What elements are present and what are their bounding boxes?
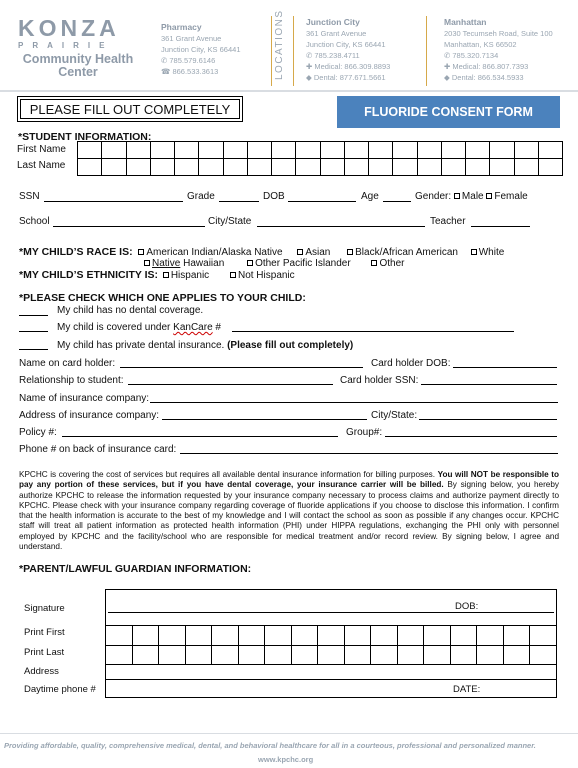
- race-row: [19, 246, 504, 258]
- grid-cell[interactable]: [490, 159, 514, 176]
- grade-label: Grade: [187, 191, 215, 202]
- school-label: School: [19, 216, 50, 227]
- race-white-label: White: [478, 247, 505, 258]
- gender-label: Gender:: [415, 191, 452, 202]
- grid-cell[interactable]: [292, 626, 319, 646]
- grid-cell[interactable]: [393, 159, 417, 176]
- grid-cell[interactable]: [418, 142, 442, 159]
- grid-cell[interactable]: [248, 159, 272, 176]
- grid-cell[interactable]: [318, 646, 345, 666]
- logo-konza: KONZA: [18, 15, 120, 41]
- kancare-number-field[interactable]: [232, 331, 514, 332]
- race-nh-checkbox[interactable]: [144, 260, 150, 266]
- dental-icon: ◆: [306, 73, 312, 82]
- grid-cell[interactable]: [265, 646, 292, 666]
- grid-cell[interactable]: [477, 626, 504, 646]
- grid-cell[interactable]: [186, 646, 213, 666]
- phone-icon: ✆: [161, 56, 168, 65]
- insurance-phone-field[interactable]: [180, 453, 558, 454]
- coverage-private-row: [57, 340, 353, 351]
- last-name-label: Last Name: [17, 160, 66, 171]
- grid-cell[interactable]: [530, 646, 557, 666]
- consent-bold: You will NOT be responsible to pay any portion of these services, but if you have dental coverage, your insurance carrier will be billed.: [19, 470, 559, 490]
- grid-cell[interactable]: [530, 626, 557, 646]
- race-white-checkbox[interactable]: [471, 249, 477, 255]
- relationship-label: Relationship to student:: [19, 375, 124, 386]
- grid-cell[interactable]: [371, 646, 398, 666]
- race-asian-label: Asian: [305, 247, 331, 258]
- coverage-private-label: My child has private dental insurance.: [57, 340, 228, 351]
- race-other-label: Other: [379, 258, 405, 269]
- kancare-hash: #: [212, 322, 221, 333]
- grid-cell[interactable]: [345, 159, 369, 176]
- race-black-label: Black/African American: [355, 247, 458, 258]
- grid-cell[interactable]: [272, 159, 296, 176]
- grade-field[interactable]: [219, 201, 259, 202]
- grid-cell[interactable]: [239, 626, 266, 646]
- school-field[interactable]: [53, 226, 205, 227]
- grid-cell[interactable]: [451, 646, 478, 666]
- junction-addr1: 361 Grant Avenue: [306, 29, 367, 38]
- card-holder-ssn-field[interactable]: [421, 384, 557, 385]
- policy-field[interactable]: [62, 436, 338, 437]
- male-label: Male: [461, 191, 484, 202]
- ethnicity-label: *MY CHILD’S ETHNICITY IS:: [19, 269, 159, 281]
- consent-paragraph: [19, 470, 559, 552]
- insurance-city-state-field[interactable]: [419, 419, 557, 420]
- grid-cell[interactable]: [102, 159, 126, 176]
- grid-cell[interactable]: [151, 159, 175, 176]
- grid-cell[interactable]: [292, 646, 319, 666]
- grid-cell[interactable]: [151, 142, 175, 159]
- grid-cell[interactable]: [296, 142, 320, 159]
- junction-title: Junction City: [306, 17, 360, 27]
- insurance-phone-label: Phone # on back of insurance card:: [19, 444, 177, 455]
- form-title: FLUORIDE CONSENT FORM: [337, 96, 560, 128]
- group-field[interactable]: [385, 436, 557, 437]
- grid-cell[interactable]: [133, 646, 160, 666]
- manhattan-phone: 785.320.7134: [452, 51, 499, 60]
- coverage-heading: *PLEASE CHECK WHICH ONE APPLIES TO YOUR CHILD:: [19, 292, 306, 304]
- grid-cell[interactable]: [398, 646, 425, 666]
- grid-cell[interactable]: [539, 142, 563, 159]
- grid-cell[interactable]: [345, 646, 372, 666]
- grid-cell[interactable]: [504, 646, 531, 666]
- card-holder-name-field[interactable]: [120, 367, 363, 368]
- daytime-phone-label: Daytime phone #: [24, 684, 96, 695]
- grid-cell[interactable]: [418, 159, 442, 176]
- grid-cell[interactable]: [159, 626, 186, 646]
- junction-phone: 785.238.4711: [314, 51, 360, 60]
- logo-community: Community Health: [22, 52, 134, 66]
- locations-label: LOCATIONS: [274, 9, 285, 80]
- insurance-company-field[interactable]: [150, 402, 558, 403]
- grid-cell[interactable]: [272, 142, 296, 159]
- grid-cell[interactable]: [78, 159, 102, 176]
- guardian-heading: *PARENT/LAWFUL GUARDIAN INFORMATION:: [19, 563, 252, 575]
- grid-cell[interactable]: [239, 646, 266, 666]
- consent-part1: KPCHC is covering the cost of services but requires all available dental insurance information for billing purposes.: [19, 470, 438, 479]
- grid-cell[interactable]: [371, 626, 398, 646]
- grid-cell[interactable]: [515, 142, 539, 159]
- pharmacy-addr2: Junction City, KS 66441: [161, 45, 241, 54]
- header-divider: [293, 16, 294, 86]
- grid-cell[interactable]: [424, 646, 451, 666]
- manhattan-block: [444, 17, 574, 83]
- ssn-field[interactable]: [44, 201, 183, 202]
- relationship-field[interactable]: [128, 384, 333, 385]
- not-hispanic-label: Not Hispanic: [237, 270, 295, 281]
- male-checkbox[interactable]: [454, 193, 460, 199]
- header-rule: [0, 90, 578, 92]
- insurance-address-field[interactable]: [162, 419, 367, 420]
- footer-rule: [0, 733, 578, 734]
- grid-cell[interactable]: [451, 626, 478, 646]
- grid-cell[interactable]: [369, 159, 393, 176]
- grid-cell[interactable]: [199, 142, 223, 159]
- coverage-private-field[interactable]: [19, 349, 48, 350]
- group-label: Group#:: [346, 427, 383, 438]
- race-ai-label: American Indian/Alaska Native: [146, 247, 283, 258]
- pharmacy-phone2: 866.533.3613: [172, 67, 219, 76]
- grid-cell[interactable]: [318, 626, 345, 646]
- junction-block: [306, 17, 426, 83]
- signature-field[interactable]: [108, 612, 554, 613]
- age-label: Age: [361, 191, 379, 202]
- guardian-date-label: DATE:: [453, 684, 481, 695]
- race-pi-label: Other Pacific Islander: [255, 258, 351, 269]
- grid-cell[interactable]: [212, 646, 239, 666]
- race-label: *MY CHILD’S RACE IS:: [19, 246, 133, 258]
- card-holder-ssn-label: Card holder SSN:: [340, 375, 419, 386]
- grid-cell[interactable]: [78, 142, 102, 159]
- grid-cell[interactable]: [442, 159, 466, 176]
- female-checkbox[interactable]: [486, 193, 492, 199]
- race-pi-checkbox[interactable]: [247, 260, 253, 266]
- print-first-label: Print First: [24, 627, 65, 638]
- logo: [18, 17, 138, 79]
- print-last-label: Print Last: [24, 647, 65, 658]
- grid-cell[interactable]: [175, 159, 199, 176]
- grid-cell[interactable]: [466, 159, 490, 176]
- grid-cell[interactable]: [369, 142, 393, 159]
- first-name-label: First Name: [17, 144, 66, 155]
- grid-cell[interactable]: [224, 142, 248, 159]
- consent-part2: By signing below, you hereby authorize KPCHC to release the information requested by your insurance company necessary to process claims and authorize payment directly to KPCHC. Please check with your insurance company regarding coverage of fluoride applications if you choose to disclose this information. I confirm that the health information is accurate to the best of my knowledge and I will contact the school as soon as possible if any changes occur. KPCHC staff will treat all patient information as protected health information (PHI) under HIPPA regulations, exchanging the PHI only with personnel employed by KPCHC and the facility/school who are responsible for medical treatment and/or record review. By signing below, I agree and understand.: [19, 480, 559, 552]
- race-ai-checkbox[interactable]: [138, 249, 144, 255]
- grid-cell[interactable]: [539, 159, 563, 176]
- grid-cell[interactable]: [393, 142, 417, 159]
- card-holder-name-label: Name on card holder:: [19, 358, 116, 369]
- card-holder-dob-field[interactable]: [453, 367, 557, 368]
- grid-cell[interactable]: [466, 142, 490, 159]
- ethnicity-row: [19, 269, 295, 281]
- junction-medical: Medical: 866.309.8893: [314, 62, 391, 71]
- grid-cell[interactable]: [265, 626, 292, 646]
- ssn-label: SSN: [19, 191, 40, 202]
- teacher-field[interactable]: [471, 226, 530, 227]
- medical-icon: ✚: [306, 62, 313, 71]
- phone-icon: ✆: [306, 51, 313, 60]
- grid-cell[interactable]: [477, 646, 504, 666]
- manhattan-medical: Medical: 866.807.7393: [452, 62, 529, 71]
- insurance-city-state-label: City/State:: [371, 410, 418, 421]
- grid-cell[interactable]: [296, 159, 320, 176]
- kancare-word: KanCare: [173, 322, 213, 333]
- fill-out-box: [17, 96, 243, 122]
- policy-label: Policy #:: [19, 427, 57, 438]
- gender-group: [415, 191, 528, 202]
- coverage-kancare-field[interactable]: [19, 331, 48, 332]
- race-nh-label-a: Native: [152, 258, 181, 269]
- grid-cell[interactable]: [345, 626, 372, 646]
- age-field[interactable]: [383, 201, 411, 202]
- manhattan-dental: Dental: 866.534.5933: [451, 73, 524, 82]
- teacher-label: Teacher: [430, 216, 466, 227]
- dental-icon: ◆: [444, 73, 450, 82]
- race-row-2: [144, 258, 404, 269]
- grid-cell[interactable]: [490, 142, 514, 159]
- manhattan-title: Manhattan: [444, 17, 487, 27]
- grid-cell[interactable]: [224, 159, 248, 176]
- student-heading: *STUDENT INFORMATION:: [18, 131, 152, 143]
- grid-cell[interactable]: [345, 142, 369, 159]
- guardian-dob-label: DOB:: [455, 601, 479, 612]
- fill-out-text: PLEASE FILL OUT COMPLETELY: [20, 99, 240, 119]
- fax-icon: ☎: [161, 67, 171, 76]
- junction-addr2: Junction City, KS 66441: [306, 40, 386, 49]
- guardian-address-label: Address: [24, 666, 59, 677]
- grid-cell[interactable]: [159, 646, 186, 666]
- grid-cell[interactable]: [127, 159, 151, 176]
- race-nh-label-b: Hawaiian: [180, 258, 225, 269]
- grid-cell[interactable]: [248, 142, 272, 159]
- insurance-address-label: Address of insurance company:: [19, 410, 160, 421]
- grid-cell[interactable]: [106, 626, 133, 646]
- grid-cell[interactable]: [127, 142, 151, 159]
- header-divider: [271, 16, 272, 86]
- header-divider: [426, 16, 427, 86]
- footer-tagline: Providing affordable, quality, comprehensive medical, dental, and behavioral healthcare for all in a courteous, professional and personalized manner.: [4, 741, 536, 750]
- not-hispanic-checkbox[interactable]: [230, 272, 236, 278]
- female-label: Female: [494, 191, 528, 202]
- manhattan-addr1: 2030 Tecumseh Road, Suite 100: [444, 29, 553, 38]
- city-state-field[interactable]: [257, 226, 425, 227]
- card-holder-dob-label: Card holder DOB:: [371, 358, 451, 369]
- race-other-checkbox[interactable]: [371, 260, 377, 266]
- grid-cell[interactable]: [321, 142, 345, 159]
- signature-label: Signature: [24, 603, 65, 614]
- pharmacy-phone1: 785.579.6146: [169, 56, 216, 65]
- grid-cell[interactable]: [175, 142, 199, 159]
- grid-cell[interactable]: [504, 626, 531, 646]
- junction-dental: Dental: 877.671.5661: [313, 73, 386, 82]
- logo-prairie: PRAIRIE: [18, 41, 114, 50]
- coverage-none-field[interactable]: [19, 315, 48, 316]
- hispanic-label: Hispanic: [170, 270, 210, 281]
- coverage-kancare-label: My child is covered under: [57, 322, 174, 333]
- pharmacy-block: [161, 22, 261, 77]
- pharmacy-title: Pharmacy: [161, 22, 202, 32]
- student-name-grid[interactable]: [77, 141, 563, 176]
- pharmacy-addr1: 361 Grant Avenue: [161, 34, 222, 43]
- grid-cell[interactable]: [515, 159, 539, 176]
- dob-field[interactable]: [288, 201, 356, 202]
- medical-icon: ✚: [444, 62, 451, 71]
- city-state-label: City/State: [208, 216, 252, 227]
- grid-cell[interactable]: [106, 646, 133, 666]
- grid-cell[interactable]: [442, 142, 466, 159]
- manhattan-addr2: Manhattan, KS 66502: [444, 40, 517, 49]
- phone-icon: ✆: [444, 51, 451, 60]
- race-black-checkbox[interactable]: [347, 249, 353, 255]
- grid-cell[interactable]: [199, 159, 223, 176]
- race-asian-checkbox[interactable]: [297, 249, 303, 255]
- insurance-company-label: Name of insurance company:: [19, 393, 150, 404]
- grid-cell[interactable]: [398, 626, 425, 646]
- grid-cell[interactable]: [321, 159, 345, 176]
- grid-cell[interactable]: [133, 626, 160, 646]
- fill-completely-note: (Please fill out completely): [227, 340, 354, 351]
- coverage-kancare-row: [57, 322, 221, 333]
- logo-center: Center: [58, 65, 98, 80]
- grid-cell[interactable]: [102, 142, 126, 159]
- grid-cell[interactable]: [212, 626, 239, 646]
- guardian-name-grid[interactable]: [105, 625, 557, 665]
- footer-url[interactable]: www.kpchc.org: [258, 755, 314, 764]
- grid-cell[interactable]: [424, 626, 451, 646]
- dob-label: DOB: [263, 191, 285, 202]
- coverage-none-label: My child has no dental coverage.: [57, 305, 204, 316]
- guardian-address-field[interactable]: [105, 679, 557, 680]
- grid-cell[interactable]: [186, 626, 213, 646]
- hispanic-checkbox[interactable]: [163, 272, 169, 278]
